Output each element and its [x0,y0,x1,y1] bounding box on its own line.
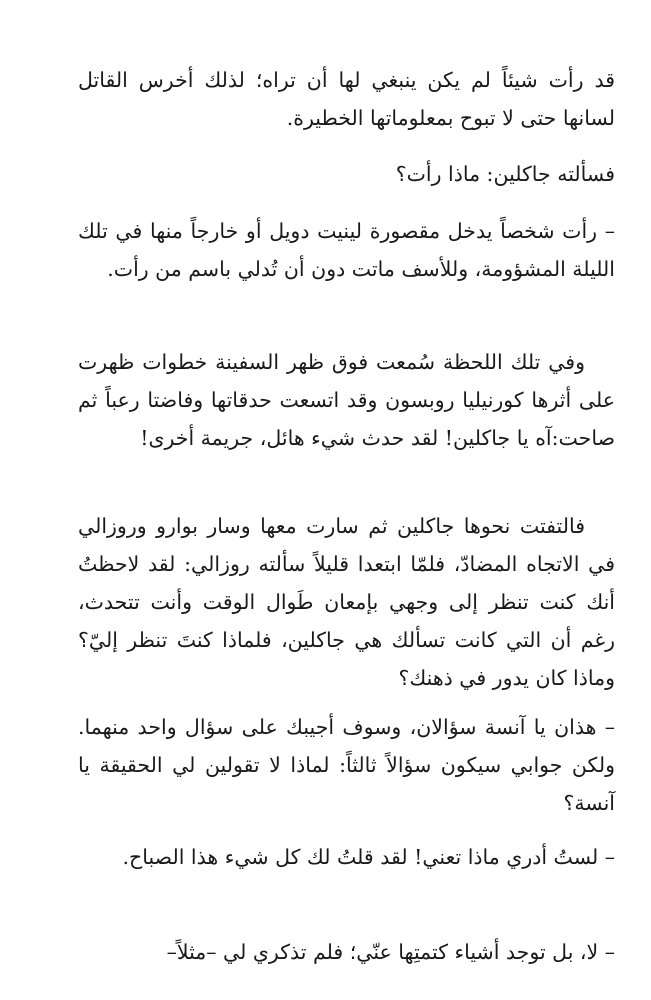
paragraph-5: فالتفتت نحوها جاكلين ثم سارت معها وسار بوارو وروزالي في الاتجاه المضادّ، فلمّا ابتعدا قليلاً سألته روزالي: لقد لاحظتُ أنك كنت تنظر إلى وجهي بإمعان طَوال الوقت وأنت تتحدث، رغم أن التي كانت تسألك هي جاكلين، فلماذا كنتَ تنظر إليّ؟ وماذا كان يدور في ذهنك؟ [78,514,615,690]
paragraph-7: – لستُ أدري ماذا تعني! لقد قلتُ لك كل شيء هذا الصباح. [122,845,615,869]
paragraph-8: – لا، بل توجد أشياء كتمتِها عنّي؛ فلم تذكري لي –مثلاً– [166,940,615,964]
paragraph-3: – رأت شخصاً يدخل مقصورة لينيت دويل أو خارجاً منها في تلك الليلة المشؤومة، وللأسف ماتت دون أن تُدلي باسم من رأت. [78,219,615,281]
paragraph-1: قد رأت شيئاً لم يكن ينبغي لها أن تراه؛ لذلك أخرس القاتل لسانها حتى لا تبوح بمعلوماتها الخطيرة. [78,68,615,130]
paragraph-6: – هذان يا آنسة سؤالان، وسوف أجيبك على سؤال واحد منهما. ولكن جوابي سيكون سؤالاً ثالثاً: لماذا لا تقولين لي الحقيقة يا آنسة؟ [78,715,615,815]
paragraph-2: فسألته جاكلين: ماذا رأت؟ [395,162,615,186]
paragraph-4: وفي تلك اللحظة سُمعت فوق ظهر السفينة خطوات ظهرت على أثرها كورنيليا روبسون وقد اتسعت حدقاتها وفاضتا رعباً ثم صاحت:آه يا جاكلين! لقد حدث شيء هائل، جريمة أخرى! [78,350,615,450]
